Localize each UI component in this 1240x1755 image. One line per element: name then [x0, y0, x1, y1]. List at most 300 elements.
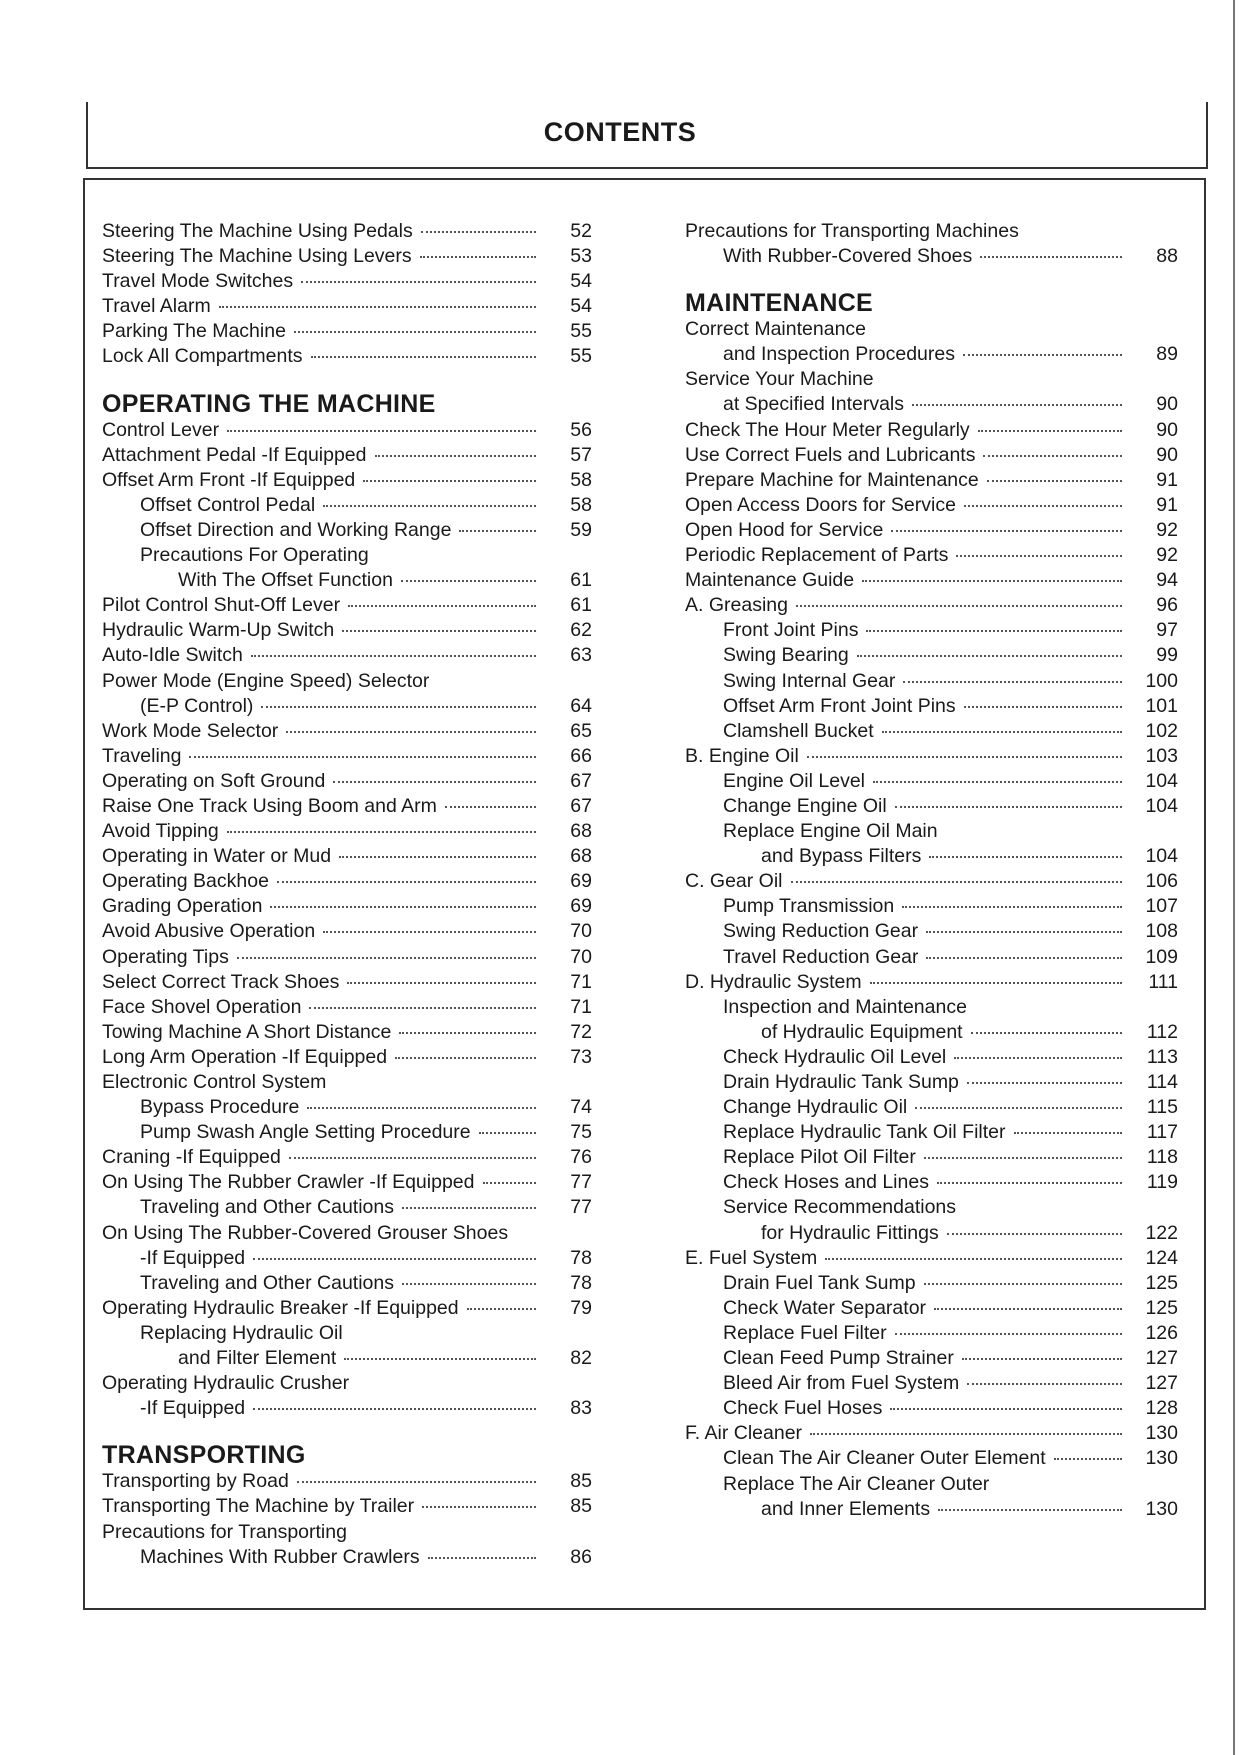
toc-entry[interactable]: [102, 1469, 592, 1494]
toc-entry[interactable]: [102, 643, 592, 668]
toc-entry[interactable]: [102, 1321, 592, 1346]
toc-entry-page-number: 53: [570, 245, 592, 268]
toc-entry[interactable]: [685, 1497, 1178, 1522]
dot-leader: [301, 280, 536, 283]
toc-entry-label: Parking The Machine: [102, 320, 286, 343]
toc-entry-page-number: 54: [570, 295, 592, 318]
toc-entry-label: Avoid Abusive Operation: [102, 920, 316, 943]
toc-entry[interactable]: [685, 244, 1178, 269]
dot-leader: [873, 780, 1122, 783]
toc-entry[interactable]: [685, 392, 1178, 417]
toc-entry-label: Lock All Compartments: [102, 345, 303, 368]
toc-entry-label: Grading Operation: [102, 895, 263, 918]
toc-entry[interactable]: [685, 418, 1178, 443]
toc-entry[interactable]: [102, 794, 592, 819]
toc-entry-page-number: 68: [570, 845, 592, 868]
toc-entry[interactable]: [102, 1396, 592, 1421]
toc-entry-label: Clamshell Bucket: [723, 719, 874, 742]
toc-entry[interactable]: [685, 894, 1178, 919]
toc-entry-page-number: 122: [1145, 1221, 1178, 1244]
toc-entry[interactable]: [102, 744, 592, 769]
toc-entry[interactable]: [685, 1246, 1178, 1271]
toc-entry-page-number: 104: [1145, 845, 1178, 868]
dot-leader: [967, 1382, 1122, 1385]
toc-entry[interactable]: [685, 995, 1178, 1020]
toc-entry-page-number: 78: [570, 1246, 592, 1269]
toc-entry-page-number: 100: [1145, 669, 1178, 692]
toc-entry-page-number: 71: [570, 995, 592, 1018]
toc-entry[interactable]: [102, 1095, 592, 1120]
toc-entry-page-number: 89: [1156, 343, 1178, 366]
toc-entry-label: Prepare Machine for Maintenance: [685, 468, 979, 491]
toc-entry-label: Open Hood for Service: [685, 518, 884, 541]
toc-entry[interactable]: [102, 844, 592, 869]
toc-entry[interactable]: [102, 518, 592, 543]
toc-entry-page-number: 76: [570, 1146, 592, 1169]
toc-entry-label: On Using The Rubber Crawler -If Equipped: [102, 1171, 475, 1194]
toc-entry[interactable]: [685, 1095, 1178, 1120]
page-title: CONTENTS: [543, 117, 697, 147]
toc-entry[interactable]: [685, 1045, 1178, 1070]
toc-entry[interactable]: [685, 1346, 1178, 1371]
toc-entry-page-number: 111: [1148, 970, 1178, 993]
toc-entry[interactable]: [685, 1271, 1178, 1296]
toc-entry[interactable]: [102, 1296, 592, 1321]
toc-entry-label: Correct Maintenance: [685, 318, 867, 341]
toc-entry-page-number: 124: [1145, 1246, 1178, 1269]
toc-entry-label: Face Shovel Operation: [102, 995, 302, 1018]
dot-leader: [227, 830, 536, 833]
toc-entry[interactable]: [685, 342, 1178, 367]
toc-entry-page-number: 102: [1145, 719, 1178, 742]
toc-entry[interactable]: [102, 618, 592, 643]
toc-entry-page-number: 61: [570, 594, 592, 617]
toc-entry-label: Change Engine Oil: [723, 794, 887, 817]
toc-entry[interactable]: [685, 794, 1178, 819]
dot-leader: [956, 554, 1122, 557]
toc-entry-label: Long Arm Operation -If Equipped: [102, 1045, 388, 1068]
toc-entry[interactable]: [685, 1195, 1178, 1220]
toc-entry[interactable]: [685, 919, 1178, 944]
toc-entry[interactable]: [102, 1271, 592, 1296]
toc-entry-page-number: 119: [1146, 1171, 1178, 1194]
toc-entry-page-number: 77: [570, 1171, 592, 1194]
dot-leader: [402, 1206, 536, 1209]
toc-entry-page-number: 104: [1145, 794, 1178, 817]
toc-entry[interactable]: [102, 543, 592, 568]
toc-entry[interactable]: [102, 593, 592, 618]
toc-entry[interactable]: [685, 468, 1178, 493]
toc-entry-page-number: 130: [1145, 1447, 1178, 1470]
page-edge-line: [1233, 0, 1235, 1755]
toc-entry[interactable]: [102, 945, 592, 970]
toc-entry[interactable]: [685, 1321, 1178, 1346]
toc-entry-page-number: 77: [570, 1196, 592, 1219]
dot-leader: [791, 880, 1122, 883]
toc-entry[interactable]: [102, 418, 592, 443]
toc-entry-page-number: 52: [570, 220, 592, 242]
toc-entry-label: Replacing Hydraulic Oil: [140, 1321, 343, 1344]
toc-entry[interactable]: [102, 468, 592, 493]
toc-entry-label: D. Hydraulic System: [685, 970, 862, 993]
toc-entry-page-number: 71: [570, 970, 592, 993]
toc-entry[interactable]: [685, 443, 1178, 468]
toc-entry[interactable]: [102, 244, 592, 269]
toc-entry[interactable]: [685, 493, 1178, 518]
toc-entry-label: Replace Pilot Oil Filter: [723, 1146, 916, 1169]
toc-entry[interactable]: [685, 1472, 1178, 1497]
toc-entry[interactable]: [685, 819, 1178, 844]
dot-leader: [323, 930, 536, 933]
toc-entry[interactable]: [685, 970, 1178, 995]
dot-leader: [344, 1357, 536, 1360]
toc-entry-page-number: 57: [570, 443, 592, 466]
toc-entry[interactable]: [102, 294, 592, 319]
toc-entry-page-number: 58: [570, 493, 592, 516]
dot-leader: [277, 880, 536, 883]
toc-entry-page-number: 92: [1156, 544, 1178, 567]
dot-leader: [483, 1181, 537, 1184]
dot-leader: [347, 981, 536, 984]
dot-leader: [810, 1432, 1122, 1435]
toc-entry-page-number: 103: [1145, 744, 1178, 767]
toc-entry-label: Machines With Rubber Crawlers: [140, 1545, 420, 1568]
dot-leader: [963, 353, 1122, 356]
toc-entry[interactable]: [102, 1545, 592, 1570]
section-heading: OPERATING THE MACHINE: [102, 389, 436, 418]
dot-leader: [903, 680, 1122, 683]
title-underline: [86, 167, 1208, 169]
toc-entry-label: A. Greasing: [685, 594, 788, 617]
toc-entry[interactable]: [685, 1070, 1178, 1095]
toc-entry[interactable]: [685, 1371, 1178, 1396]
dot-leader: [987, 479, 1122, 482]
toc-entry-page-number: 107: [1145, 895, 1178, 918]
toc-entry-label: Avoid Tipping: [102, 820, 219, 843]
toc-entry[interactable]: [102, 1045, 592, 1070]
toc-entry[interactable]: [685, 618, 1178, 643]
toc-entry-label: Replace The Air Cleaner Outer: [723, 1472, 990, 1495]
toc-entry-page-number: 101: [1145, 694, 1178, 717]
toc-entry[interactable]: [685, 945, 1178, 970]
toc-entry-label: Precautions for Transporting Machines: [685, 220, 1019, 242]
dot-leader: [422, 1505, 536, 1508]
toc-entry[interactable]: [102, 719, 592, 744]
dot-leader: [286, 730, 536, 733]
toc-entry-label: Check Fuel Hoses: [723, 1397, 883, 1420]
toc-entry-page-number: 55: [570, 345, 592, 368]
toc-entry-page-number: 90: [1156, 443, 1178, 466]
toc-entry[interactable]: [685, 1296, 1178, 1321]
toc-entry-label: Swing Internal Gear: [723, 669, 896, 692]
toc-entry-label: Travel Reduction Gear: [723, 945, 919, 968]
toc-entry-page-number: 106: [1145, 870, 1178, 893]
toc-entry[interactable]: [102, 970, 592, 995]
dot-leader: [445, 805, 536, 808]
toc-entry-page-number: 97: [1156, 619, 1178, 642]
toc-entry[interactable]: [685, 1396, 1178, 1421]
toc-entry-label: Towing Machine A Short Distance: [102, 1020, 392, 1043]
toc-entry-label: for Hydraulic Fittings: [761, 1221, 939, 1244]
toc-entry[interactable]: [685, 643, 1178, 668]
toc-entry-page-number: 62: [570, 619, 592, 642]
toc-entry-page-number: 126: [1145, 1321, 1178, 1344]
toc-entry-page-number: 128: [1145, 1397, 1178, 1420]
toc-entry[interactable]: [102, 1195, 592, 1220]
toc-entry-page-number: 56: [570, 418, 592, 441]
toc-entry-label: Replace Fuel Filter: [723, 1321, 887, 1344]
dot-leader: [924, 1156, 1122, 1159]
dot-leader: [297, 1480, 536, 1483]
toc-entry-page-number: 118: [1146, 1146, 1178, 1169]
dot-leader: [1054, 1457, 1122, 1460]
toc-entry-label: Offset Direction and Working Range: [140, 518, 452, 541]
dot-leader: [807, 755, 1122, 758]
toc-entry[interactable]: [102, 919, 592, 944]
toc-entry-label: and Filter Element: [178, 1347, 337, 1370]
toc-entry[interactable]: [685, 719, 1178, 744]
dot-leader: [929, 855, 1122, 858]
dot-leader: [401, 579, 536, 582]
toc-entry[interactable]: [685, 869, 1178, 894]
toc-entry[interactable]: [102, 1246, 592, 1271]
dot-leader: [307, 1106, 536, 1109]
toc-entry[interactable]: [685, 543, 1178, 568]
toc-entry-page-number: 63: [570, 644, 592, 667]
dot-leader: [895, 1332, 1122, 1335]
dot-leader: [339, 855, 536, 858]
dot-leader: [428, 1556, 536, 1559]
dot-leader: [421, 230, 536, 233]
toc-entry-label: Replace Engine Oil Main: [723, 820, 938, 843]
dot-leader: [348, 604, 536, 607]
dot-leader: [964, 504, 1122, 507]
toc-entry-label: Travel Alarm: [102, 295, 211, 318]
dot-leader: [866, 629, 1122, 632]
toc-entry-label: Operating Hydraulic Crusher: [102, 1372, 350, 1395]
toc-entry[interactable]: [102, 869, 592, 894]
toc-entry-page-number: 69: [570, 870, 592, 893]
toc-entry-label: Hydraulic Warm-Up Switch: [102, 619, 335, 642]
toc-entry[interactable]: [685, 1145, 1178, 1170]
contents-right-column: [685, 219, 1178, 1522]
dot-leader: [219, 305, 536, 308]
toc-entry-label: Precautions for Transporting: [102, 1520, 347, 1543]
dot-leader: [902, 905, 1122, 908]
toc-entry[interactable]: [102, 1020, 592, 1045]
dot-leader: [227, 429, 536, 432]
toc-entry[interactable]: [685, 593, 1178, 618]
toc-entry-page-number: 83: [570, 1397, 592, 1420]
dot-leader: [862, 579, 1122, 582]
toc-entry[interactable]: [102, 694, 592, 719]
dot-leader: [934, 1307, 1122, 1310]
toc-entry-page-number: 70: [570, 945, 592, 968]
toc-entry-page-number: 115: [1146, 1096, 1178, 1119]
toc-entry-label: Engine Oil Level: [723, 769, 866, 792]
dot-leader: [309, 1006, 536, 1009]
toc-entry-page-number: 117: [1146, 1121, 1178, 1144]
toc-entry[interactable]: [102, 1221, 592, 1246]
dot-leader: [895, 805, 1122, 808]
toc-entry[interactable]: [102, 819, 592, 844]
toc-entry-page-number: 92: [1156, 518, 1178, 541]
toc-entry-label: Change Hydraulic Oil: [723, 1096, 908, 1119]
toc-entry[interactable]: [102, 1494, 592, 1519]
toc-entry-label: Service Your Machine: [685, 368, 874, 391]
toc-entry[interactable]: [685, 1421, 1178, 1446]
toc-entry-page-number: 79: [570, 1296, 592, 1319]
toc-entry-page-number: 69: [570, 895, 592, 918]
section-heading: TRANSPORTING: [102, 1441, 306, 1470]
dot-leader: [825, 1257, 1122, 1260]
toc-entry-page-number: 58: [570, 468, 592, 491]
toc-entry-label: Raise One Track Using Boom and Arm: [102, 794, 437, 817]
toc-entry[interactable]: [685, 1020, 1178, 1045]
toc-entry-page-number: 130: [1145, 1422, 1178, 1445]
toc-entry-label: With The Offset Function: [178, 569, 393, 592]
toc-entry[interactable]: [685, 367, 1178, 392]
toc-entry-label: Operating Tips: [102, 945, 229, 968]
toc-entry-page-number: 109: [1145, 945, 1178, 968]
toc-entry-page-number: 113: [1146, 1045, 1178, 1068]
toc-entry-page-number: 125: [1145, 1271, 1178, 1294]
toc-entry-page-number: 74: [570, 1096, 592, 1119]
toc-entry-page-number: 75: [570, 1121, 592, 1144]
toc-entry-page-number: 59: [570, 518, 592, 541]
toc-entry[interactable]: [102, 894, 592, 919]
toc-entry-label: Traveling and Other Cautions: [140, 1196, 394, 1219]
toc-entry[interactable]: [685, 744, 1178, 769]
toc-entry[interactable]: [685, 1221, 1178, 1246]
toc-entry[interactable]: [102, 1346, 592, 1371]
toc-entry-label: E. Fuel System: [685, 1246, 818, 1269]
toc-entry[interactable]: [102, 1170, 592, 1195]
toc-entry[interactable]: [102, 219, 592, 244]
toc-entry[interactable]: [685, 669, 1178, 694]
toc-entry[interactable]: [102, 669, 592, 694]
toc-entry-label: Pilot Control Shut-Off Lever: [102, 594, 341, 617]
toc-entry[interactable]: [685, 1170, 1178, 1195]
toc-entry[interactable]: [685, 844, 1178, 869]
dot-leader: [926, 956, 1122, 959]
toc-entry-label: Use Correct Fuels and Lubricants: [685, 443, 976, 466]
toc-entry-label: F. Air Cleaner: [685, 1422, 803, 1445]
dot-leader: [937, 1181, 1122, 1184]
dot-leader: [342, 629, 536, 632]
toc-entry[interactable]: [102, 1070, 592, 1095]
toc-entry[interactable]: [685, 694, 1178, 719]
toc-entry-page-number: 88: [1156, 245, 1178, 268]
dot-leader: [1014, 1131, 1123, 1134]
toc-entry-page-number: 125: [1145, 1296, 1178, 1319]
toc-entry[interactable]: [102, 344, 592, 369]
toc-entry-label: Open Access Doors for Service: [685, 493, 956, 516]
dot-leader: [954, 1056, 1122, 1059]
dot-leader: [251, 654, 536, 657]
toc-entry-page-number: 85: [570, 1470, 592, 1493]
toc-entry-label: Check Water Separator: [723, 1296, 927, 1319]
toc-entry-page-number: 61: [570, 569, 592, 592]
dot-leader: [311, 355, 537, 358]
toc-entry[interactable]: [102, 769, 592, 794]
dot-leader: [938, 1508, 1122, 1511]
dot-leader: [479, 1131, 536, 1134]
toc-entry-label: Offset Control Pedal: [140, 493, 316, 516]
toc-entry[interactable]: [102, 319, 592, 344]
toc-entry-page-number: 67: [570, 769, 592, 792]
dot-leader: [890, 1407, 1122, 1410]
section-heading: MAINTENANCE: [685, 289, 874, 318]
toc-entry-page-number: 96: [1156, 594, 1178, 617]
toc-entry-page-number: 91: [1156, 493, 1178, 516]
toc-entry-page-number: 104: [1145, 769, 1178, 792]
dot-leader: [882, 730, 1122, 733]
toc-entry-label: Steering The Machine Using Pedals: [102, 220, 413, 242]
dot-leader: [459, 529, 536, 532]
toc-entry-label: Clean The Air Cleaner Outer Element: [723, 1447, 1046, 1470]
toc-entry-page-number: 114: [1146, 1071, 1178, 1093]
toc-entry[interactable]: [685, 769, 1178, 794]
toc-entry-page-number: 94: [1156, 569, 1178, 592]
dot-leader: [915, 1106, 1122, 1109]
toc-entry[interactable]: [685, 317, 1178, 342]
toc-entry[interactable]: [102, 995, 592, 1020]
toc-entry[interactable]: [102, 443, 592, 468]
toc-entry-page-number: 73: [570, 1045, 592, 1068]
toc-entry-label: Front Joint Pins: [723, 619, 859, 642]
toc-entry-page-number: 86: [570, 1545, 592, 1568]
toc-entry-label: Check The Hour Meter Regularly: [685, 418, 970, 441]
dot-leader: [253, 1257, 536, 1260]
toc-entry[interactable]: [102, 1120, 592, 1145]
toc-entry[interactable]: [685, 1120, 1178, 1145]
toc-entry-label: Transporting by Road: [102, 1470, 289, 1493]
toc-entry-label: Traveling and Other Cautions: [140, 1271, 394, 1294]
dot-leader: [363, 479, 536, 482]
dot-leader: [912, 403, 1122, 406]
toc-entry-label: at Specified Intervals: [723, 393, 905, 416]
toc-entry-label: and Inner Elements: [761, 1497, 931, 1520]
toc-entry-label: Operating on Soft Ground: [102, 769, 326, 792]
toc-entry[interactable]: [102, 1371, 592, 1396]
toc-entry-label: and Bypass Filters: [761, 845, 922, 868]
toc-entry-label: Swing Bearing: [723, 644, 849, 667]
toc-entry-label: C. Gear Oil: [685, 870, 783, 893]
toc-entry[interactable]: [685, 518, 1178, 543]
toc-entry[interactable]: [102, 568, 592, 593]
toc-entry-label: Clean Feed Pump Strainer: [723, 1347, 954, 1370]
dot-leader: [261, 705, 536, 708]
toc-entry-label: Pump Transmission: [723, 895, 895, 918]
toc-entry[interactable]: [685, 568, 1178, 593]
toc-entry-label: Steering The Machine Using Levers: [102, 245, 412, 268]
toc-entry-page-number: 55: [570, 320, 592, 343]
dot-leader: [189, 755, 536, 758]
toc-entry[interactable]: [102, 1145, 592, 1170]
dot-leader: [467, 1307, 536, 1310]
toc-entry[interactable]: [102, 1520, 592, 1545]
dot-leader: [399, 1031, 536, 1034]
toc-entry-label: Service Recommendations: [723, 1196, 957, 1219]
toc-entry[interactable]: [685, 1446, 1178, 1471]
toc-entry-label: Bleed Air from Fuel System: [723, 1372, 960, 1395]
toc-entry[interactable]: [102, 269, 592, 294]
toc-entry[interactable]: [102, 493, 592, 518]
toc-entry-label: Travel Mode Switches: [102, 270, 294, 293]
dot-leader: [891, 529, 1122, 532]
toc-entry[interactable]: [685, 219, 1178, 244]
